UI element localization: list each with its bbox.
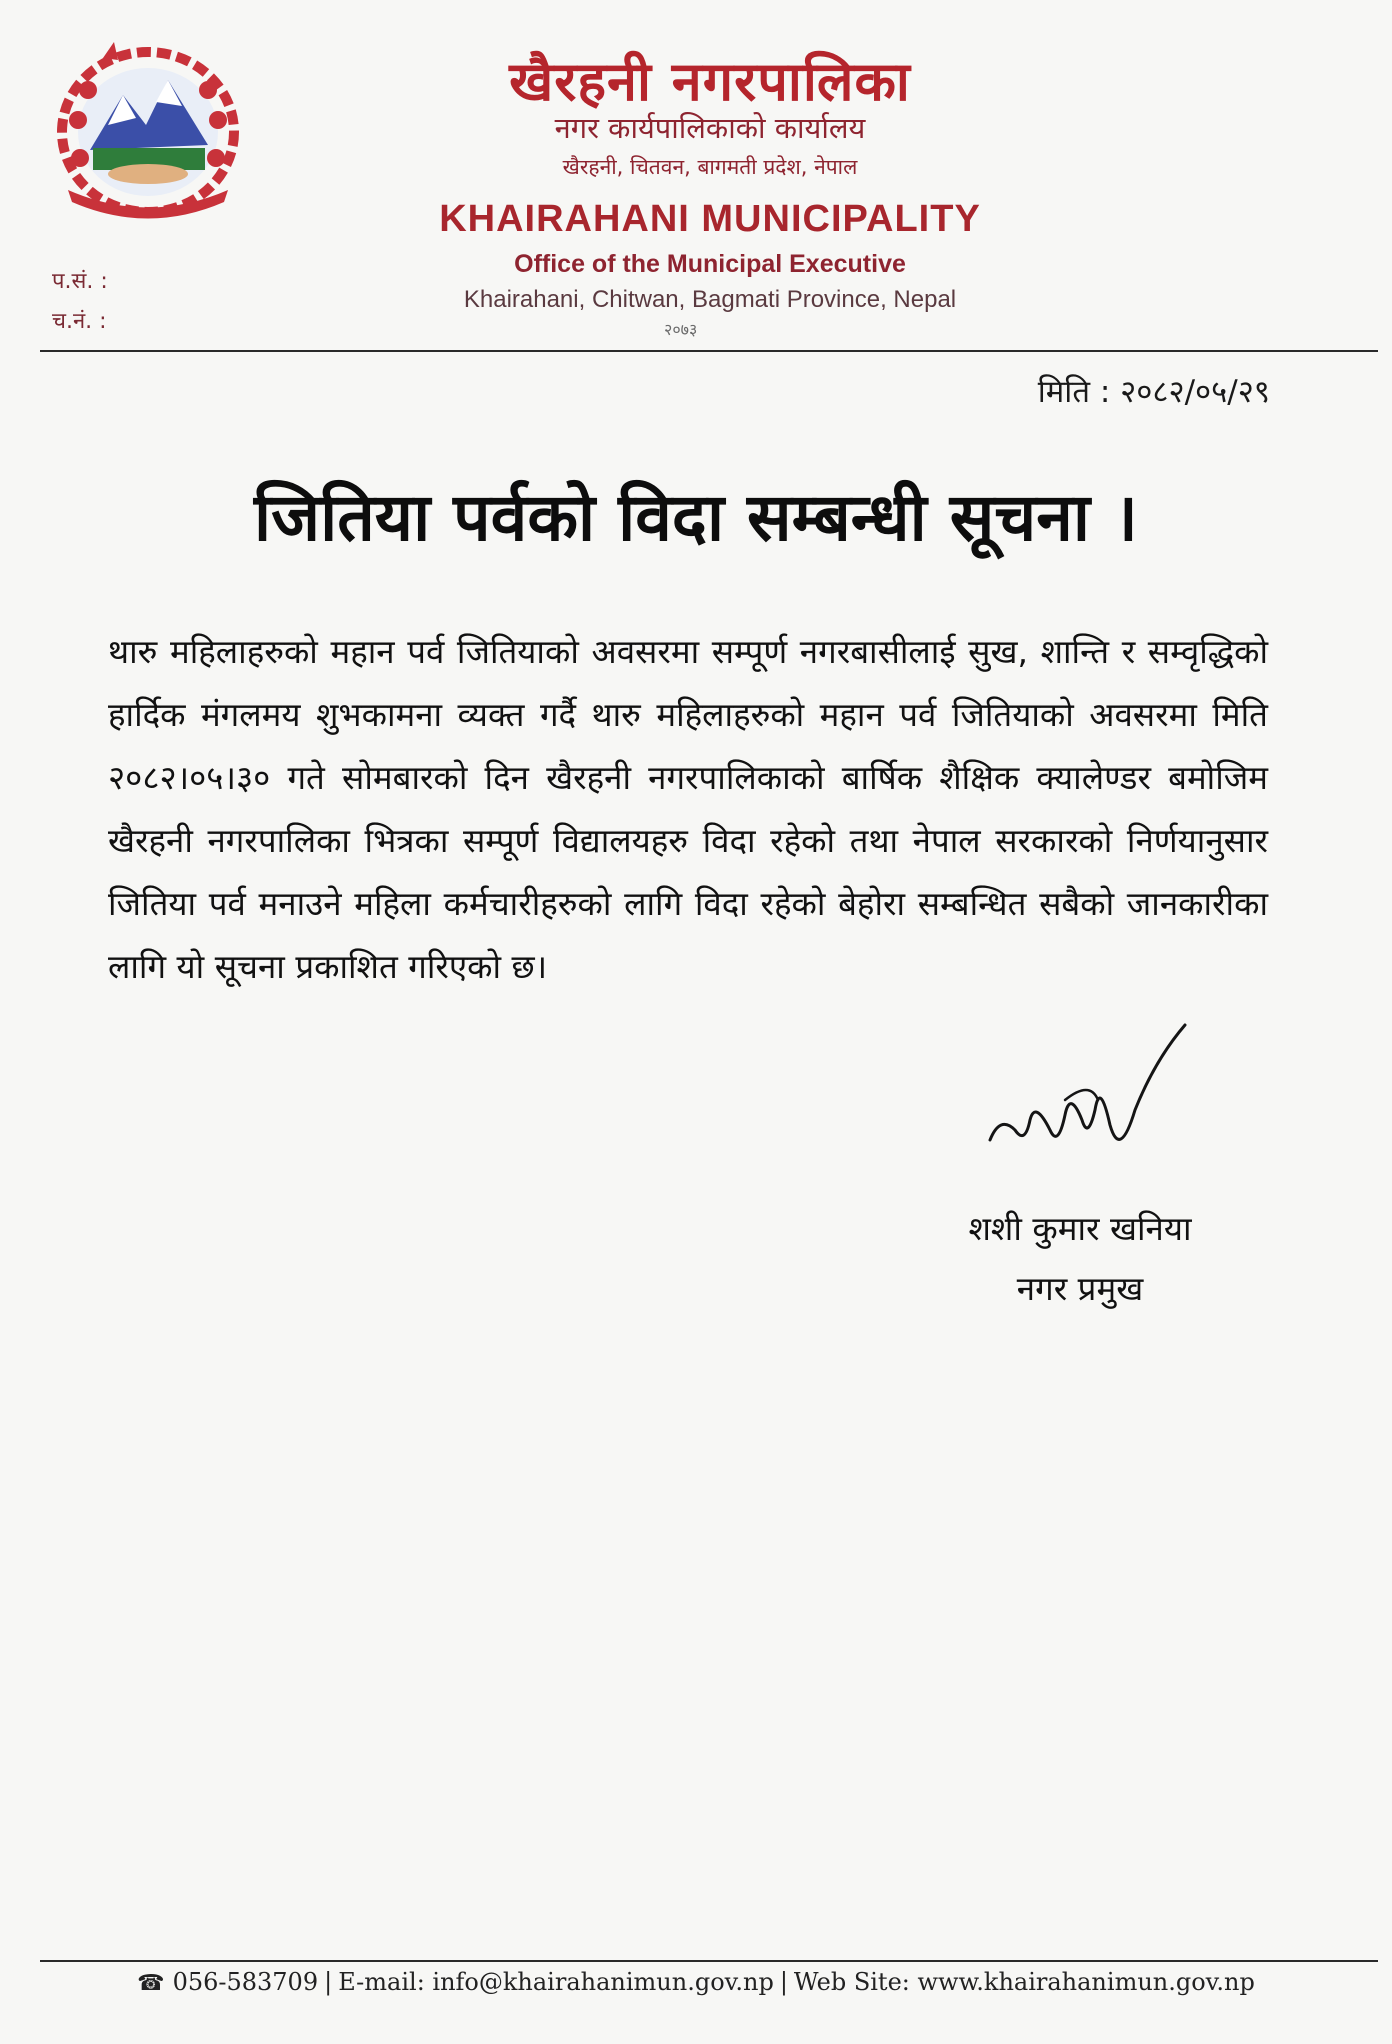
header-divider — [40, 350, 1378, 352]
footer-email[interactable]: E-mail: info@khairahanimun.gov.np — [338, 1968, 774, 1996]
municipality-name-np: खैरहनी नगरपालिका — [509, 50, 911, 113]
footer-divider — [40, 1960, 1378, 1962]
municipality-name-en: KHAIRAHANI MUNICIPALITY — [439, 198, 981, 240]
signature-icon — [970, 1020, 1200, 1180]
footer-separator: | — [324, 1968, 333, 1996]
signatory-title: नगर प्रमुख — [1016, 1269, 1144, 1308]
telephone-icon: ☎ — [137, 1971, 165, 1996]
reference-number-label: प.सं. : — [52, 269, 108, 294]
footer-website[interactable]: Web Site: www.khairahanimun.gov.np — [793, 1968, 1255, 1996]
nepal-emblem-icon — [48, 40, 248, 220]
footer-separator: | — [779, 1968, 788, 1996]
footer-phone: 056-583709 — [172, 1968, 319, 1996]
notice-heading: जितिया पर्वको विदा सम्बन्धी सूचना । — [254, 479, 1138, 556]
address-en: Khairahani, Chitwan, Bagmati Province, Nepal — [463, 286, 957, 313]
office-name-en: Office of the Municipal Executive — [514, 250, 906, 278]
stamp-year: २०७३ — [664, 320, 698, 339]
signatory-name: शशी कुमार खनिया — [968, 1209, 1192, 1248]
notice-body: थारु महिलाहरुको महान पर्व जितियाको अवसरमा सम्पूर्ण नगरबासीलाई सुख, शान्ति र सम्वृद्धिको हार्दिक मंगलमय शुभकामना व्यक्त गर्दै थारु महिलाहरुको महान पर्व जितियाको अवसरमा मिति २०८२।०५।३० गते सोमबारको दिन खैरहनी नगरपालिकाको बार्षिक शैक्षिक क्यालेण्डर बमोजिम खैरहनी नगरपालिका भित्रका सम्पूर्ण विद्यालयहरु विदा रहेको तथा नेपाल सरकारको निर्णयानुसार जितिया पर्व मनाउने महिला कर्मचारीहरुको लागि विदा रहेको बेहोरा सम्बन्धित सबैको जानकारीका लागि यो सूचना प्रकाशित गरिएको छ। — [108, 632, 1268, 986]
office-name-np: नगर कार्यपालिकाको कार्यालय — [554, 111, 866, 145]
notice-date: मिति : २०८२/०५/२९ — [1037, 374, 1270, 410]
footer-contact — [0, 1968, 1392, 1996]
address-np: खैरहनी, चितवन, बागमती प्रदेश, नेपाल — [562, 155, 858, 179]
dispatch-number-label: च.नं. : — [52, 309, 107, 334]
